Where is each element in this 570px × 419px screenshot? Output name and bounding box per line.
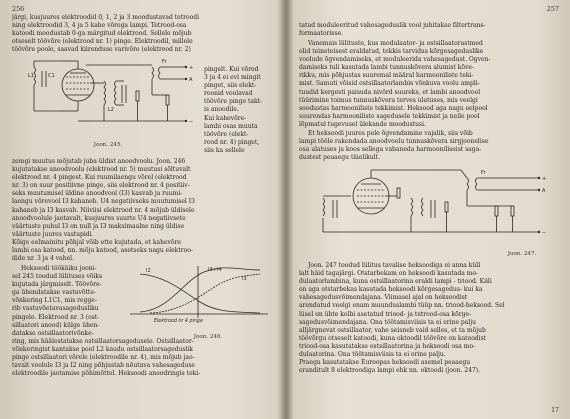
text-line: otseselt töövõre (elektrood nr. 1) pinge. Elektroodil, millele bbox=[12, 38, 193, 46]
text-line: siis ka sellele bbox=[204, 146, 245, 154]
text-line: anoodvoolule jaotavalt, kusjuures suurte U4 negatiivsete bbox=[12, 214, 186, 222]
text-line: arendatud veelgi enam muunduslambi tüüp nn. triood-heksood. Sel bbox=[299, 302, 505, 310]
text-line: lambi osa katood, nn. mõju katood, asetseks nagu elektroo- bbox=[12, 247, 193, 255]
paragraph bbox=[12, 158, 274, 263]
label-plus: + bbox=[542, 176, 547, 182]
text-line: tatud moduleeritud vahesageduslik vool juhitakse filtertrans- bbox=[299, 22, 486, 29]
text-line: pingele. Elektrood nr. 3 (ost- bbox=[12, 313, 100, 321]
label-fr: Fr bbox=[162, 59, 167, 65]
label-l1: L1 bbox=[28, 73, 34, 79]
text-line: lampi tööle rakendada anoodvoolu tunnuskõvera sirgjoonelise bbox=[299, 138, 489, 146]
text-line: Kõige eelmainitu põhjal võib ette kujutada, et kahevõre bbox=[12, 238, 181, 246]
text-line: dide nr. 3 ja 4 vahel. bbox=[12, 255, 74, 263]
text-line: is anoodile. bbox=[204, 106, 239, 114]
book-gutter bbox=[280, 0, 294, 419]
text-line: kujutatakse anoodvoolu (elektrood nr. 5) muutusi sõltuvalt bbox=[12, 166, 191, 174]
text-line: väärtuste juures vastupidi. bbox=[12, 230, 94, 238]
signature-mark: 17 bbox=[551, 407, 559, 414]
figure-245-caption: Joon. 245. bbox=[93, 142, 123, 148]
text-line: damiseks tuli kasutada lambi tunnuskõvera alumist kõve- bbox=[299, 64, 474, 72]
curve-label: I2 bbox=[146, 268, 151, 274]
text-line: töövõre poole, saavad kiirenduse varivõre (elektrood nr. 2) bbox=[12, 46, 191, 54]
text-line: pinge ostsillaatori võrele (elektroodile nr. 4), mis mõjub jao- bbox=[12, 354, 195, 362]
text-line: tuudid kergesti paisuda nivõrd suureks, et lambi anoodvool bbox=[299, 88, 481, 96]
curve-label: I3 bbox=[242, 276, 247, 282]
text-line: sagedusvõimendajana. Ona töötamisviisis ta ei erine palju bbox=[299, 318, 476, 326]
text-line: lalt häid tagajärgi. Otstarbekam on heksoodi kasutada mo- bbox=[299, 270, 479, 278]
text-line: ring, mis häälestatakse ostsillaatorsagedusele. Ostsillaator- bbox=[12, 337, 194, 345]
text-line: dulaatorlambina, kuna ostsillaatorina eraldi lampi - triood. Kiili bbox=[299, 278, 492, 286]
text-line: voolude õgvendamiseks, et moduleerida vahesagedust. Õgven- bbox=[299, 56, 491, 64]
text-line: on aga otstarbekas kasutada heksoodi kõrgesagedus- kui ka bbox=[299, 286, 483, 294]
text-line: väärtuste puhul I3 on null ja I3 maksimaalne ning üldise bbox=[12, 222, 185, 230]
text-line: järgi, kusjuures elektroodid 0, 1, 2 ja 3 moodustavad tetroodi bbox=[12, 14, 200, 21]
text-line: rib vastuvõetavasagedusliku bbox=[12, 305, 99, 313]
text-line: lõpmatul tugevusel ülekande moodustusi. bbox=[299, 120, 426, 128]
label-minus: − bbox=[189, 119, 194, 125]
text-line: katoodi moodustab 0-ga märgitud elektrood. Sellele mõjub bbox=[12, 30, 192, 38]
label-a: A bbox=[189, 77, 193, 83]
right-page bbox=[297, 0, 563, 419]
paragraph bbox=[299, 262, 561, 375]
text-line: Joon. 247 toodud lülitus tavalise heksoodiga ei anna küll bbox=[308, 262, 481, 269]
text-line: kujutada järgmiselt. Töövõre- bbox=[12, 281, 102, 289]
label-c1: C1 bbox=[48, 73, 55, 79]
paragraph bbox=[299, 40, 561, 129]
text-line: soodustas harmooniliste tekkimist. Heksood aga nagu eelpool bbox=[299, 104, 488, 112]
text-line: töövõrgu otseselt katoodi, kuna oktoodil töövõre on katoodist bbox=[299, 334, 487, 342]
text-line: Heksoodi töökäiku jooni- bbox=[21, 265, 97, 272]
text-line: datakse ostsillaatorivõnke- bbox=[12, 329, 94, 337]
text-line: pingelt. Kui võred bbox=[204, 66, 259, 73]
text-line: ning elektroodid 3, 4 ja 5 kahe võrega lampi. Tetrood-osa bbox=[12, 22, 187, 30]
text-line: sillaatori anood) külge ühen- bbox=[12, 321, 100, 329]
page-number: 257 bbox=[546, 5, 559, 13]
text-line: Kui kahevõre- bbox=[204, 114, 247, 122]
text-line: eranditult 8 elektroodiga lampi ehk nn. oktoodi (joon. 247). bbox=[299, 367, 481, 375]
text-line: formaatorisse. bbox=[299, 30, 344, 38]
text-line: Vanemais lülituste, kus modulaator- ja ostsillaatorastmed bbox=[308, 40, 483, 47]
text-line: kahaneb ja I3 kasvab. Niiviisi elektrood nr. 4 mõjub üldisele bbox=[12, 206, 195, 214]
text-line: lambi osas muuta bbox=[204, 122, 258, 130]
text-line: dustest peaaegu täielikult. bbox=[299, 154, 380, 162]
text-line: rikku, mis põhjustas suuremal määral harmooniliste teki- bbox=[299, 72, 474, 80]
text-line: seks muutumisel üldine anoodvool (I3) kasvab ja ruumi- bbox=[12, 190, 183, 198]
text-line: zemgi muutus mõjutab juba üldist anoodvoolu. Joon. 246 bbox=[12, 158, 186, 165]
text-line: triood-osa kasutatakse ostsillaatorina ja heksoodi osa mo- bbox=[299, 342, 476, 350]
curve-i3-i4 bbox=[140, 268, 260, 312]
text-line: mist. Samuti võisid ostsillaatorlambis võnkuva voolu ampli- bbox=[299, 80, 480, 88]
paragraph bbox=[299, 130, 561, 162]
paragraph bbox=[299, 22, 561, 38]
label-a: A bbox=[542, 188, 546, 194]
paragraph bbox=[12, 14, 274, 54]
text-line: ga ühendatakse vastuvõtte- bbox=[12, 289, 96, 297]
text-line: elektrood nr. 4 pingest. Kui ruumilaengu võrel (elektrood bbox=[12, 174, 187, 182]
text-line: pinget, siis elekt- bbox=[204, 82, 257, 90]
label-minus: − bbox=[542, 230, 547, 236]
label-l2: L2 bbox=[108, 107, 114, 113]
paragraph-beside-figure bbox=[204, 66, 274, 155]
text-line: vahesagedusvõimendajana. Viimasel ajal on heksoodist bbox=[299, 294, 468, 302]
figure-245-circuit bbox=[26, 55, 198, 137]
text-line: Et heksoodi juures pole õgvendamine vajalik, siis võib bbox=[308, 130, 473, 137]
left-page bbox=[8, 0, 278, 419]
text-line: dulaatorina. Ona töötamisviisis ta ei erine palju. bbox=[299, 351, 446, 359]
text-line: 3 ja 4 ei evi mingit bbox=[204, 74, 261, 82]
figure-247-caption: Joon. 247. bbox=[507, 251, 537, 257]
text-line: töövõre pinge takt- bbox=[204, 98, 263, 106]
text-line: olid teineteisest eraldatud, tekkis tarvidus kõrgesageduslike bbox=[299, 48, 484, 56]
label-fr: Fr bbox=[481, 170, 486, 176]
text-line: sel 245 toodud lülituses võiks bbox=[12, 273, 103, 281]
text-line: töövõre (elekt- bbox=[204, 130, 249, 138]
text-line: Praegu kasutatakse Euroopas heksoodi asemel peaaegu bbox=[299, 359, 471, 367]
text-line: võnkeringist kantakse pool L2 kaudu ostsillaatorsageduslik bbox=[12, 345, 193, 353]
text-line: alljärgnevat ostsillaator, vahe seisneb vaid selles, et ta mõjub bbox=[299, 326, 486, 334]
label-plus: + bbox=[189, 65, 194, 71]
text-line: laengu võrevool I3 kahaneb. U4 negatiivseks muutumisel I3 bbox=[12, 198, 195, 206]
text-line: lüsel on ühte kolbi asetatud triood- ja tetrood-osa kõrge- bbox=[299, 310, 472, 318]
text-line: osa ulatuses ja koos sellega vabaneda harmooniliseist saga- bbox=[299, 146, 482, 154]
figure-246-curves bbox=[120, 262, 274, 328]
axis-label: Elektrood nr 4 pinge bbox=[154, 319, 203, 324]
text-line: elektroodile jaotamise põhimõttel. Heksoodi anoodringis teki- bbox=[12, 370, 201, 378]
text-line: nr. 3) on suur positiivne pinge, siis elektrood nr. 4 positiiv- bbox=[12, 182, 190, 190]
figure-247-circuit bbox=[311, 166, 551, 248]
text-line: tüürimine toimus tunnuskõvera terves ulatuses, mis veelgi bbox=[299, 96, 478, 104]
text-line: tavalt voolule I3 ja I2 ning põhjustab nõutava vahesageduse bbox=[12, 362, 195, 370]
text-line: rood nr. 4) pinget, bbox=[204, 138, 260, 146]
text-line: roonid voolavad bbox=[204, 90, 253, 98]
curve-label: I3+I4 bbox=[208, 267, 222, 273]
page-number: 256 bbox=[12, 5, 25, 13]
text-line: võnkering L1C1, mis regge- bbox=[12, 297, 97, 305]
figure-246-caption: Joon. 246. bbox=[193, 334, 223, 340]
text-line: suurendas harmooniliste sagedusele tekkimist ja neile pool bbox=[299, 112, 480, 120]
